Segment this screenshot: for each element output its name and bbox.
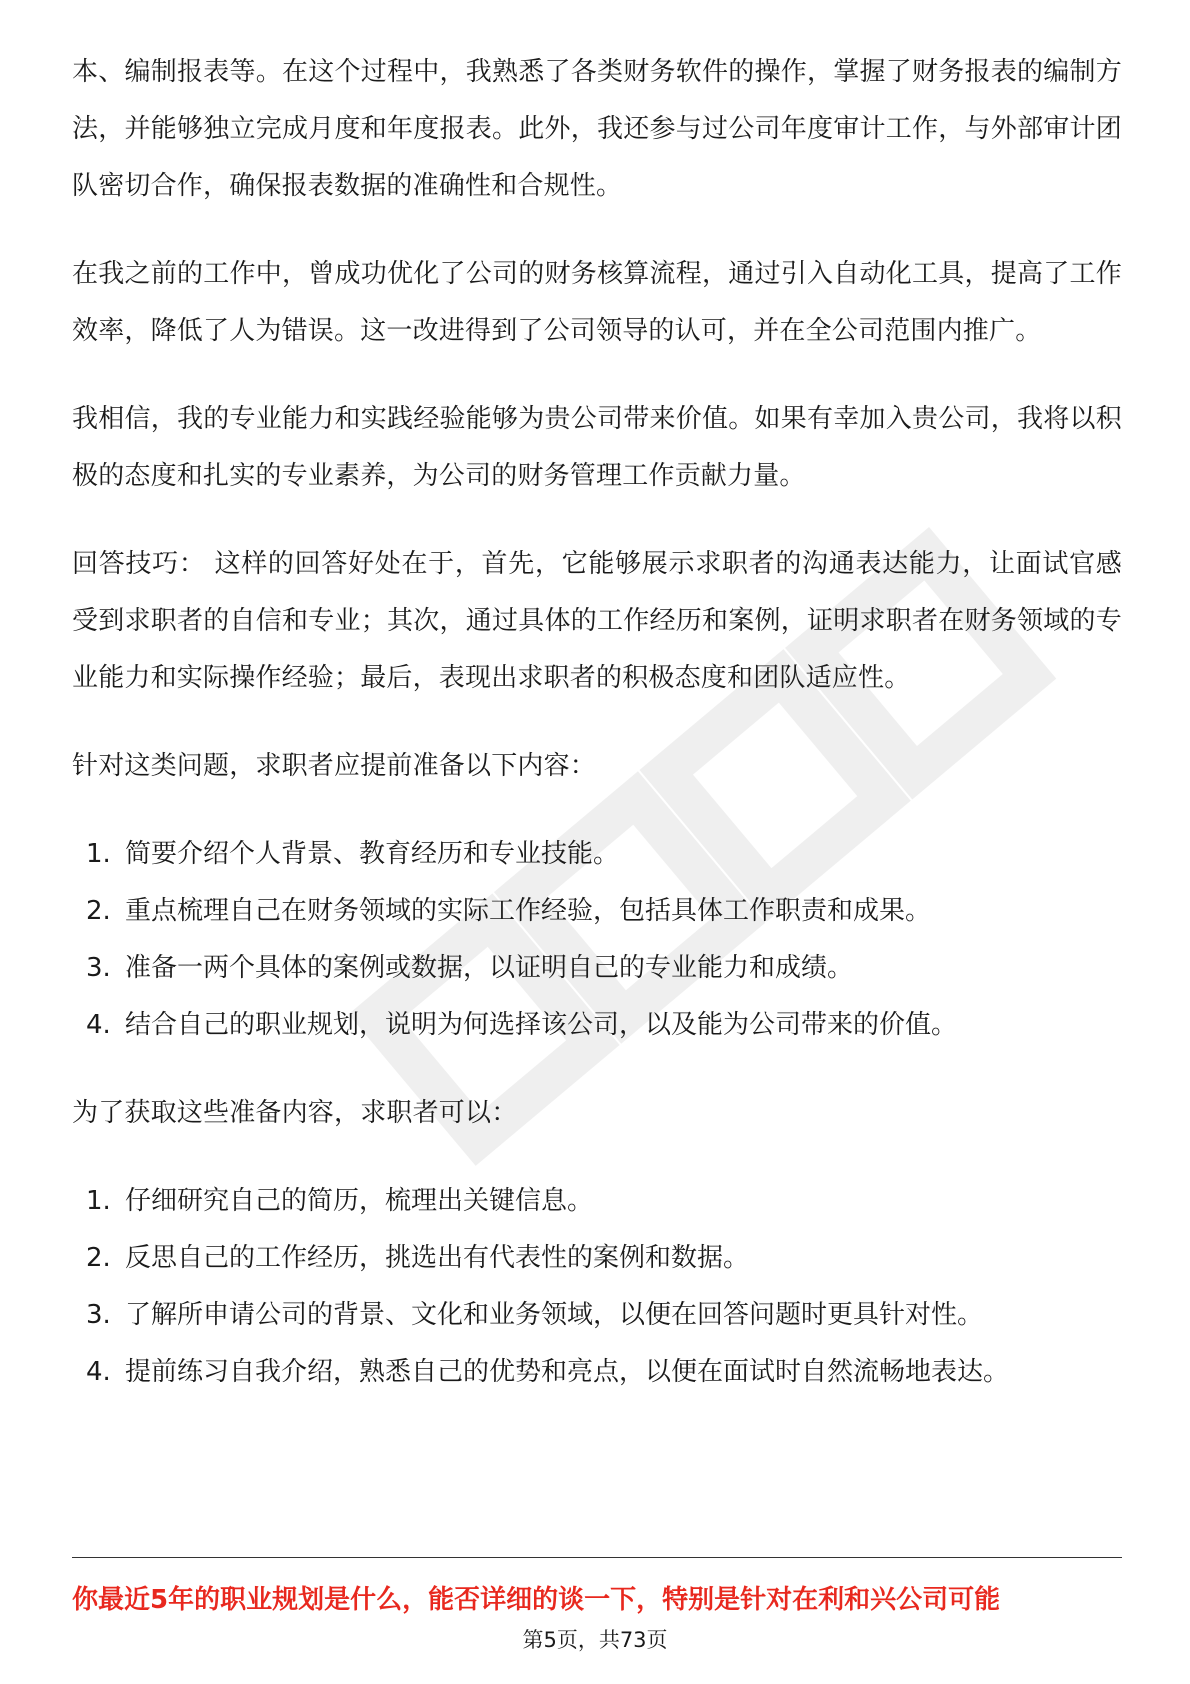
list-item: [72, 1287, 1122, 1344]
list-item: [72, 883, 1122, 940]
list-number: 1.: [86, 839, 111, 869]
main-content: [72, 44, 1122, 1432]
list-number: 3.: [86, 953, 111, 983]
list-number: 2.: [86, 1243, 111, 1273]
prep-intro: 针对这类问题，求职者应提前准备以下内容：: [72, 751, 597, 781]
list-item: [72, 1344, 1122, 1401]
prep-list: [72, 826, 1122, 1054]
next-question-heading: 你最近5年的职业规划是什么，能否详细的谈一下，特别是针对在利和兴公司可能: [72, 1585, 1001, 1615]
paragraph-work-summary: 本、编制报表等。在这个过程中，我熟悉了各类财务软件的操作，掌握了财务报表的编制方法，并能够独立完成月度和年度报表。此外，我还参与过公司年度审计工作，与外部审计团队密切合作，确保报表数据的准确性和合规性。: [72, 57, 1122, 201]
paragraph-achievement: 在我之前的工作中，曾成功优化了公司的财务核算流程，通过引入自动化工具，提高了工作效率，降低了人为错误。这一改进得到了公司领导的认可，并在全公司范围内推广。: [72, 259, 1122, 346]
page-number: 第5页，共73页: [522, 1628, 668, 1652]
list-number: 4.: [86, 1357, 111, 1387]
paragraph-answer-tips: 回答技巧： 这样的回答好处在于，首先，它能够展示求职者的沟通表达能力，让面试官感受到求职者的自信和专业；其次，通过具体的工作经历和案例，证明求职者在财务领域的专业能力和实际操作经验；最后，表现出求职者的积极态度和团队适应性。: [72, 549, 1123, 693]
list-item: [72, 1173, 1122, 1230]
section-divider: [72, 1557, 1122, 1558]
list-text: 反思自己的工作经历，挑选出有代表性的案例和数据。: [125, 1243, 750, 1273]
list-text: 结合自己的职业规划，说明为何选择该公司，以及能为公司带来的价值。: [125, 1010, 958, 1040]
list-number: 3.: [86, 1300, 111, 1330]
list-item: [72, 826, 1122, 883]
list-text: 仔细研究自己的简历，梳理出关键信息。: [125, 1186, 594, 1216]
method-list: [72, 1173, 1122, 1401]
list-number: 1.: [86, 1186, 111, 1216]
paragraph-closing: 我相信，我的专业能力和实践经验能够为贵公司带来价值。如果有幸加入贵公司，我将以积极的态度和扎实的专业素养，为公司的财务管理工作贡献力量。: [72, 404, 1122, 491]
list-item: [72, 1230, 1122, 1287]
list-text: 了解所申请公司的背景、文化和业务领域，以便在回答问题时更具针对性。: [125, 1300, 984, 1330]
page-footer: [0, 1625, 1190, 1655]
list-text: 准备一两个具体的案例或数据，以证明自己的专业能力和成绩。: [125, 953, 854, 983]
list-item: [72, 940, 1122, 997]
method-intro: 为了获取这些准备内容，求职者可以：: [72, 1098, 518, 1128]
list-text: 重点梳理自己在财务领域的实际工作经验，包括具体工作职责和成果。: [125, 896, 932, 926]
list-number: 4.: [86, 1010, 111, 1040]
list-text: 提前练习自我介绍，熟悉自己的优势和亮点，以便在面试时自然流畅地表达。: [125, 1357, 1010, 1387]
list-item: [72, 997, 1122, 1054]
list-number: 2.: [86, 896, 111, 926]
list-text: 简要介绍个人背景、教育经历和专业技能。: [125, 839, 620, 869]
